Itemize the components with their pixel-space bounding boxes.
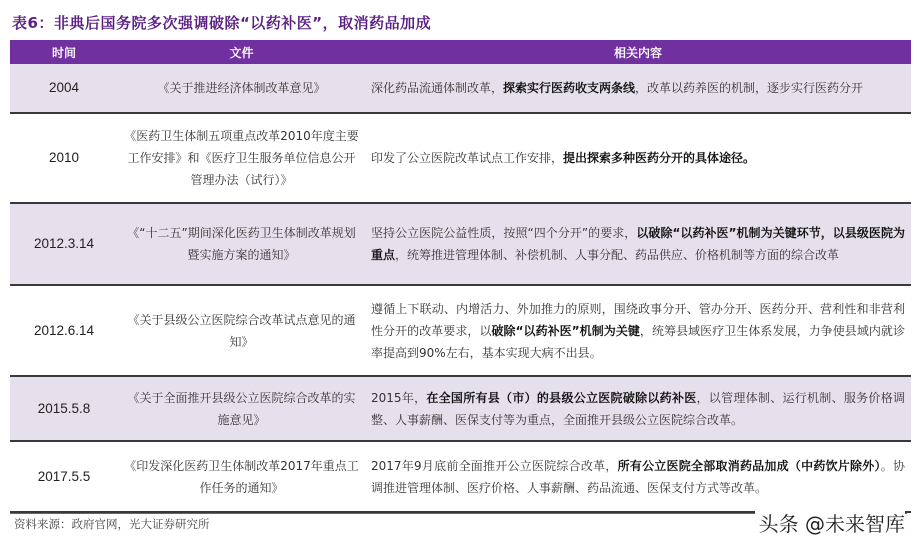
row-document: 《医药卫生体制五项重点改革2010年度主要工作安排》和《医疗卫生服务单位信息公开管理办法（试行）》: [118, 113, 365, 203]
table-row: [10, 285, 911, 376]
content-bold-segment: 以破除“以药补医”机制为关键环节，以县级医院为重点: [371, 226, 906, 262]
row-document: 《关于县级公立医院综合改革试点意见的通知》: [118, 285, 365, 376]
row-time: 2012.3.14: [10, 203, 118, 285]
content-segment: ，以管理体制、运行机制、服务价格调整、人事薪酬、医保支付等为重点，全面推开县级公立医院综合改革。: [371, 390, 905, 427]
watermark: 头条 @未来智库: [755, 508, 905, 537]
content-bold-segment: 在全国所有县（市）的县级公立医院破除以药补医: [426, 390, 697, 405]
content-segment: ，统筹县域医疗卫生体系发展，力争使县域内就诊率提高到90%左右，基本实现大病不出县。: [371, 323, 905, 360]
row-time: 2015.5.8: [10, 376, 118, 441]
content-segment: 坚持公立医院公益性质，按照“四个分开”的要求，: [371, 226, 637, 240]
table-row: [10, 64, 911, 113]
row-time: 2017.5.5: [10, 441, 118, 512]
table-row: [10, 376, 911, 441]
row-content: [365, 113, 911, 203]
content-segment: 2015年，: [371, 390, 427, 405]
row-time: 2010: [10, 113, 118, 203]
content-segment: 。协调推进管理体制、医疗价格、人事薪酬、药品流通、医保支付方式等改革。: [371, 458, 905, 495]
policy-table: [10, 40, 911, 513]
content-segment: 深化药品流通体制改革，: [371, 81, 504, 95]
row-document: 《“十二五”期间深化医药卫生体制改革规划暨实施方案的通知》: [118, 203, 365, 285]
row-content: [365, 441, 911, 512]
row-content: [365, 64, 911, 113]
row-content: [365, 285, 911, 376]
column-header-time: 时间: [10, 40, 118, 64]
content-segment: ，改革以药养医的机制，逐步实行医药分开: [635, 81, 864, 95]
source-note: 资料来源：政府官网，光大证券研究所: [14, 517, 210, 531]
table-header-row: [10, 40, 911, 64]
table-row: [10, 113, 911, 203]
table-title: 表6：非典后国务院多次强调破除“以药补医”，取消药品加成: [12, 14, 432, 32]
row-content: [365, 376, 911, 441]
row-time: 2012.6.14: [10, 285, 118, 376]
column-header-content: 相关内容: [365, 40, 911, 64]
content-segment: 印发了公立医院改革试点工作安排，: [371, 151, 564, 165]
row-content: [365, 203, 911, 285]
row-document: 《关于推进经济体制改革意见》: [118, 64, 365, 113]
row-document: 《印发深化医药卫生体制改革2017年重点工作任务的通知》: [118, 441, 365, 512]
row-document: 《关于全面推开县级公立医院综合改革的实施意见》: [118, 376, 365, 441]
row-time: 2004: [10, 64, 118, 113]
content-segment: 遵循上下联动、内增活力、外加推力的原则，围绕政事分开、管办分开、医药分开、营利性和非营利性分开的改革要求，以: [371, 301, 905, 338]
content-bold-segment: 破除“以药补医”机制为关键: [491, 323, 640, 338]
column-header-document: 文件: [118, 40, 365, 64]
content-segment: 2017年9月底前全面推开公立医院综合改革，: [371, 458, 618, 473]
content-bold-segment: 提出探索多种医药分开的具体途径。: [563, 151, 756, 165]
table-row: [10, 441, 911, 512]
table-row: [10, 203, 911, 285]
content-segment: ，统筹推进管理体制、补偿机制、人事分配、药品供应、价格机制等方面的综合改革: [395, 248, 840, 262]
content-bold-segment: 探索实行医药收支两条线: [503, 81, 636, 95]
content-bold-segment: 所有公立医院全部取消药品加成（中药饮片除外）: [617, 458, 881, 473]
